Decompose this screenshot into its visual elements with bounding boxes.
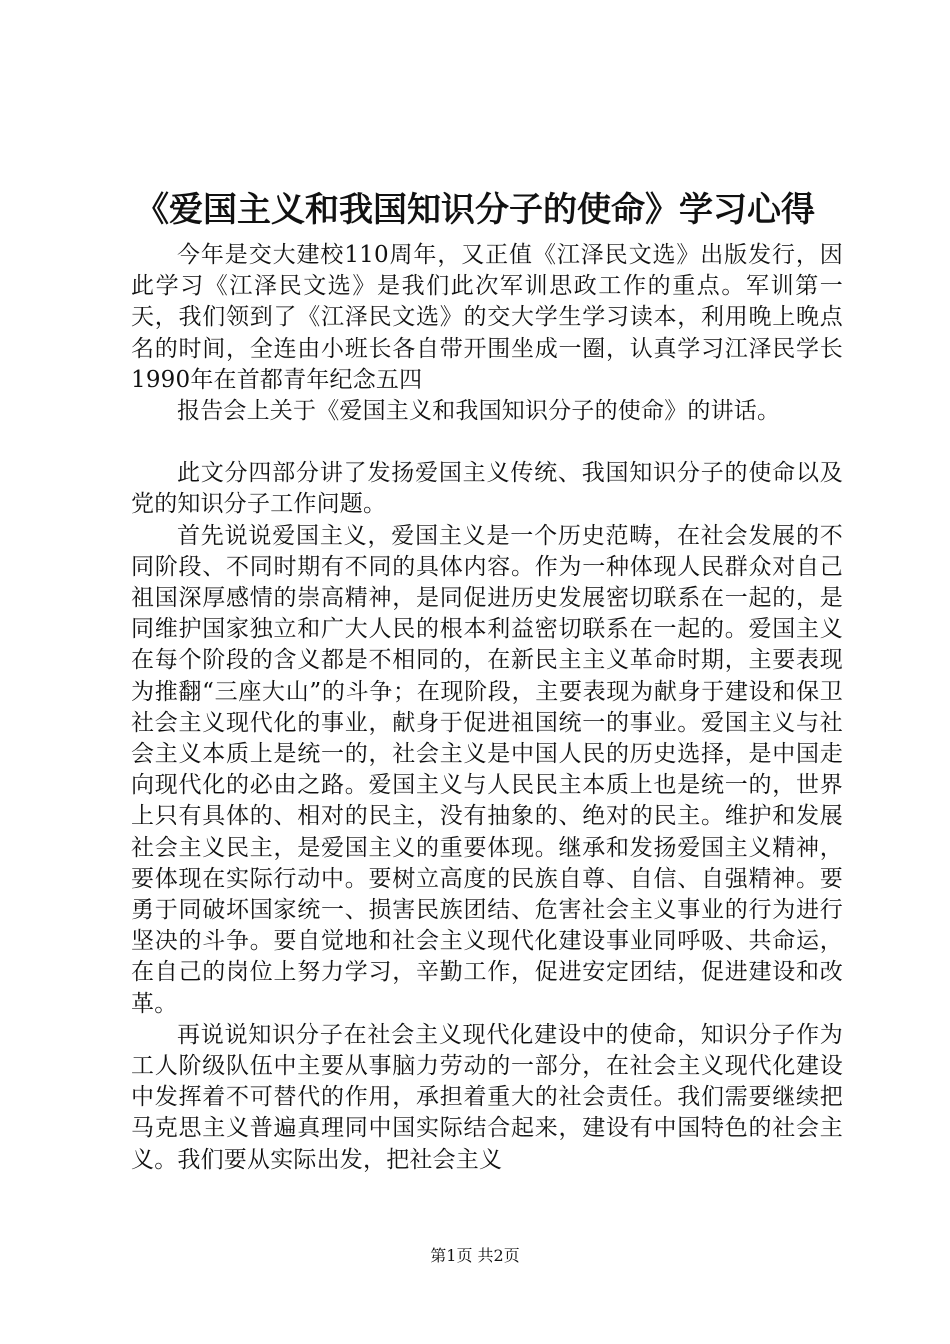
paragraph-intro: 今年是交大建校110周年，又正值《江泽民文选》出版发行，因此学习《江泽民文选》是我们此次军训思政工作的重点。军训第一天，我们领到了《江泽民文选》的交大学生学习读本，利用晚上晚点名的时间，全连由小班长各自带开围坐成一圈，认真学习江泽民学长1990年在首都青年纪念五四 bbox=[131, 242, 843, 393]
paragraph-intellectuals: 再说说知识分子在社会主义现代化建设中的使命，知识分子作为工人阶级队伍中主要从事脑力劳动的一部分，在社会主义现代化建设中发挥着不可替代的作用，承担着重大的社会责任。我们需要继续把马克思主义普遍真理同中国实际结合起来，建设有中国特色的社会主义。我们要从实际出发，把社会主义 bbox=[131, 1021, 843, 1173]
paragraph-summary: 此文分四部分讲了发扬爱国主义传统、我国知识分子的使命以及党的知识分子工作问题。 bbox=[131, 460, 843, 518]
paragraph-intro-continued: 报告会上关于《爱国主义和我国知识分子的使命》的讲话。 bbox=[177, 398, 781, 425]
paragraph-gap bbox=[131, 427, 843, 458]
document-body bbox=[131, 240, 843, 1176]
paragraph-patriotism: 首先说说爱国主义，爱国主义是一个历史范畴，在社会发展的不同阶段、不同时期有不同的具体内容。作为一种体现人民群众对自己祖国深厚感情的崇高精神，是同促进历史发展密切联系在一起的，是同维护国家独立和广大人民的根本利益密切联系在一起的。爱国主义在每个阶段的含义都是不相同的，在新民主主义革命时期，主要表现为推翻“三座大山”的斗争；在现阶段，主要表现为献身于建设和保卫社会主义现代化的事业，献身于促进祖国统一的事业。爱国主义与社会主义本质上是统一的，社会主义是中国人民的历史选择，是中国走向现代化的必由之路。爱国主义与人民民主本质上也是统一的，世界上只有具体的、相对的民主，没有抽象的、绝对的民主。维护和发展社会主义民主，是爱国主义的重要体现。继承和发扬爱国主义精神，要体现在实际行动中。要树立高度的民族自尊、自信、自强精神。要勇于同破坏国家统一、损害民族团结、危害社会主义事业的行为进行坚决的斗争。要自觉地和社会主义现代化建设事业同呼吸、共命运，在自己的岗位上努力学习，辛勤工作，促进安定团结，促进建设和改革。 bbox=[131, 522, 843, 1017]
page-number-footer: 第1页 共2页 bbox=[430, 1246, 520, 1265]
document-title: 《爱国主义和我国知识分子的使命》学习心得 bbox=[135, 190, 815, 230]
